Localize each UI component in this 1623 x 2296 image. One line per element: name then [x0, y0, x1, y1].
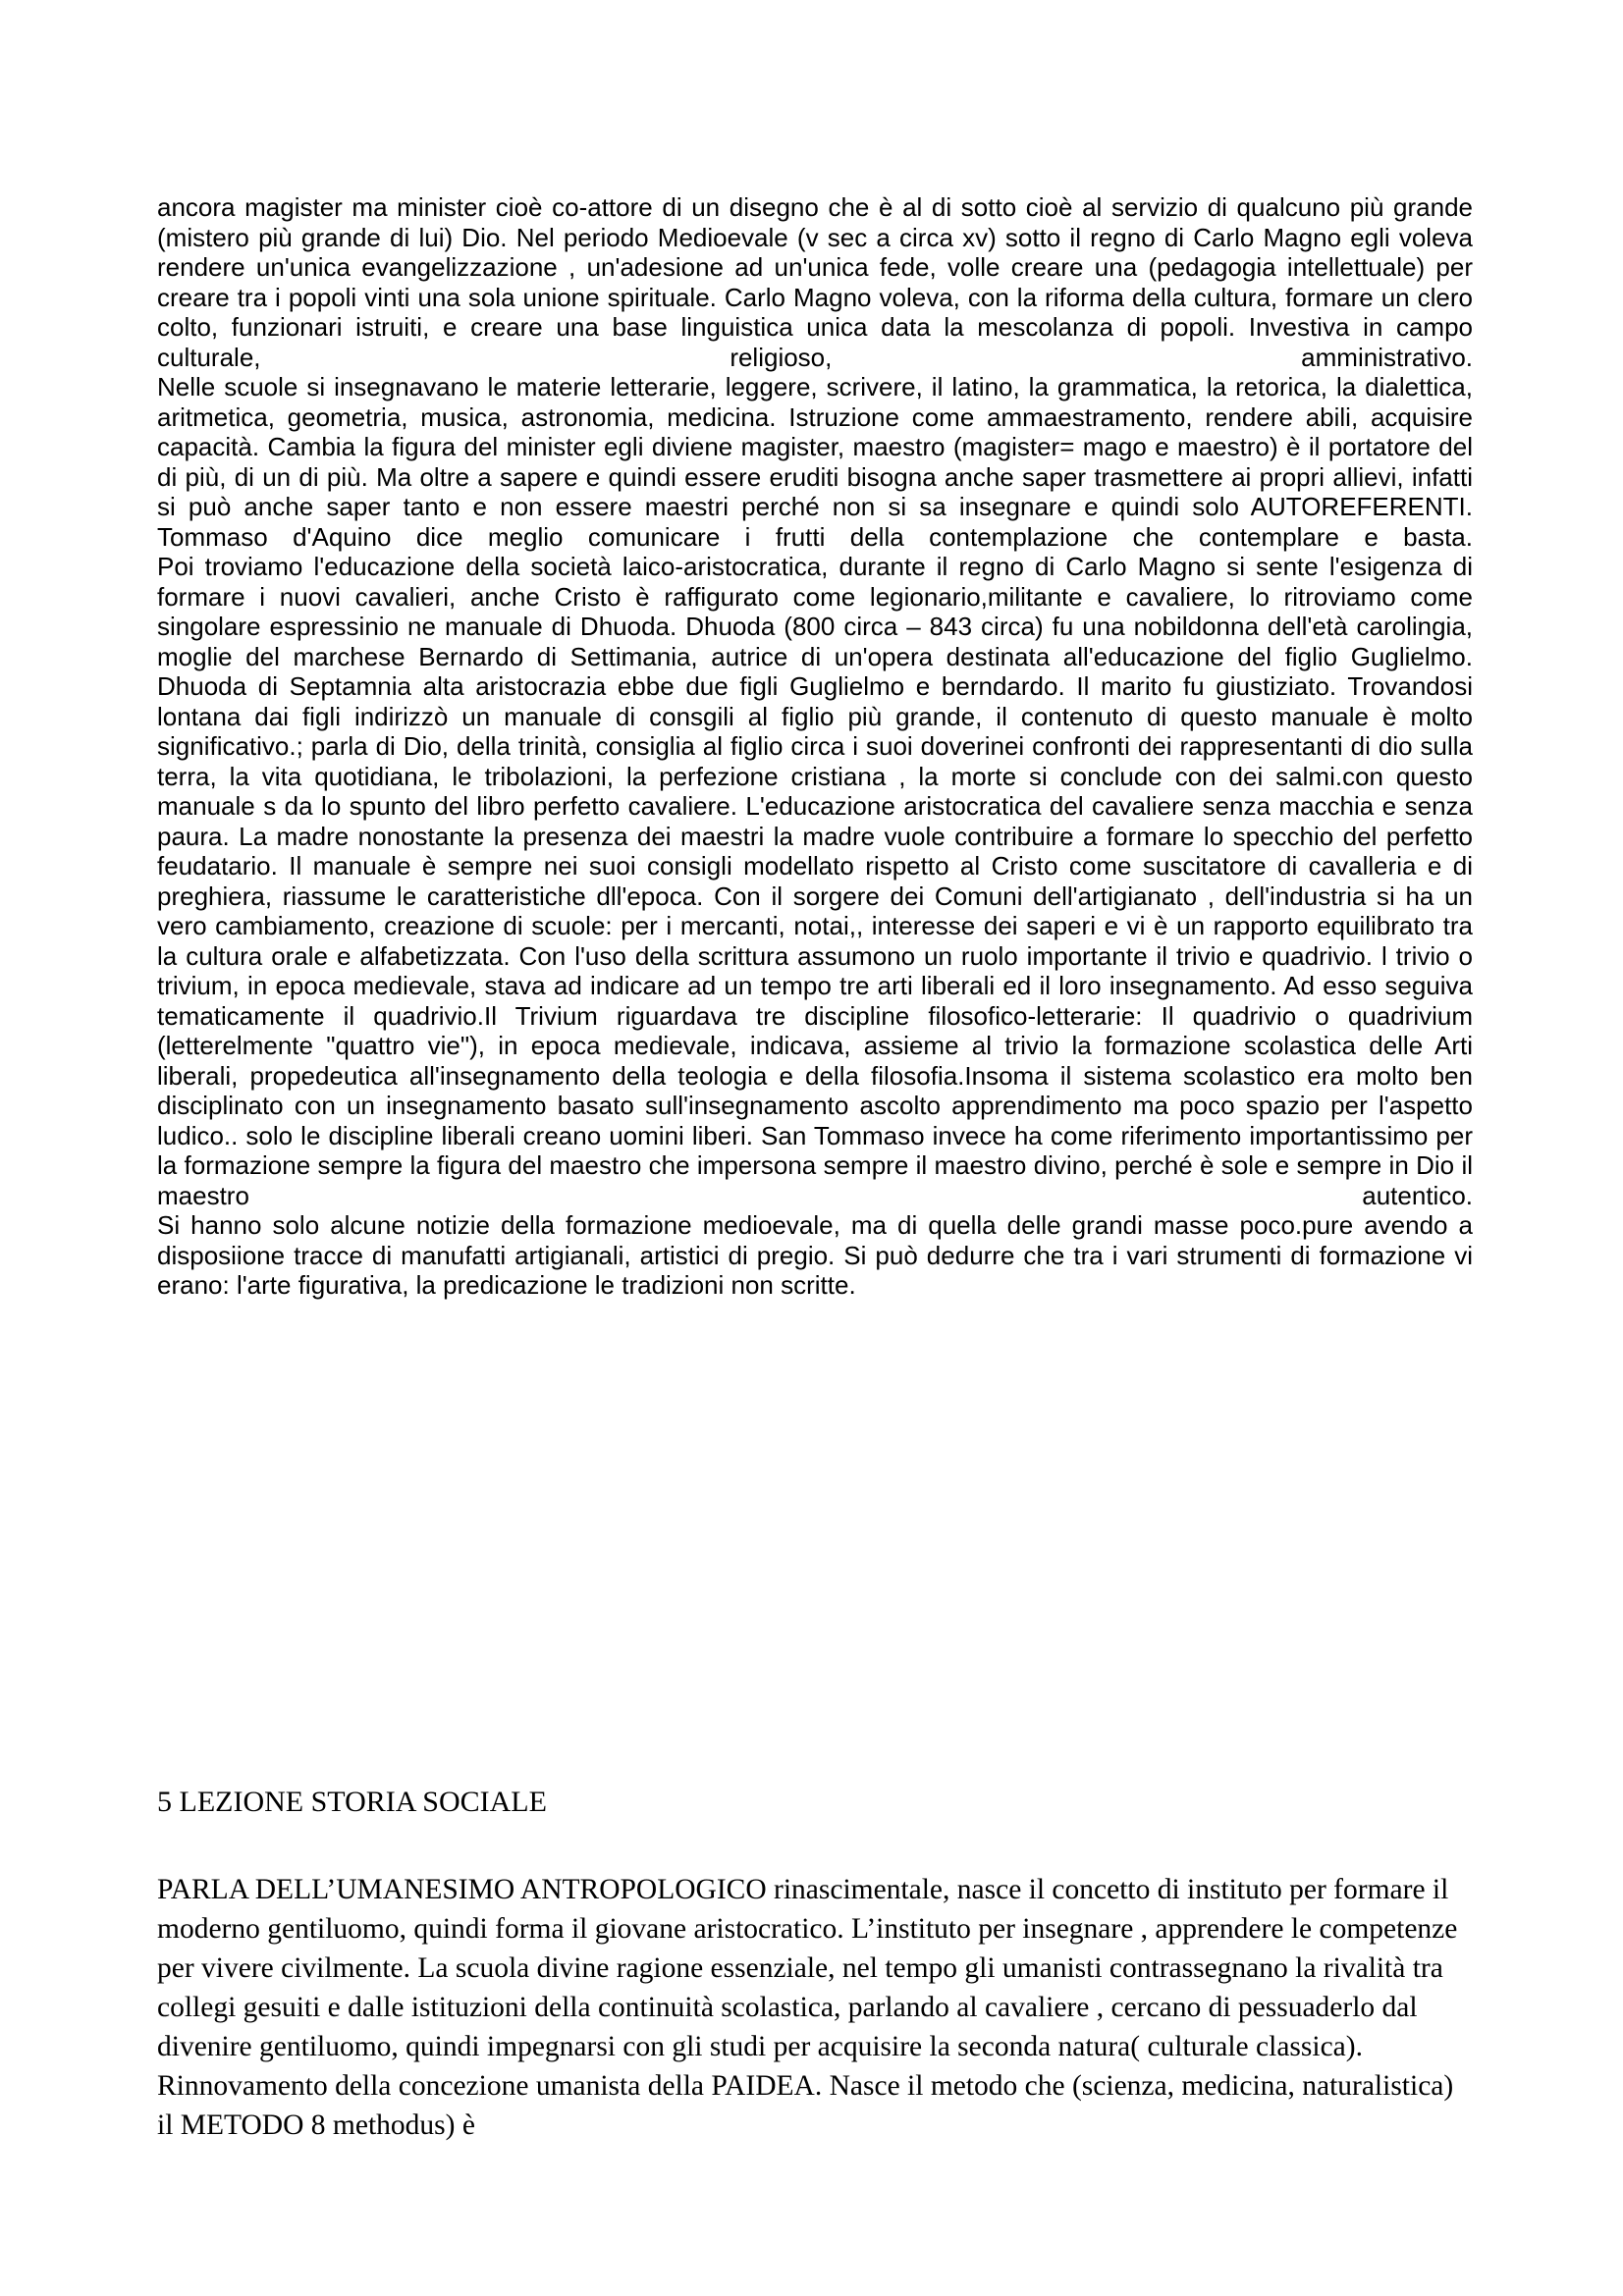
paragraph-aristocratic-education: Poi troviamo l'educazione della società laico-aristocratica, durante il regno di Carlo Magno si sente l'esigenza di formare i nuovi cavalieri, anche Cristo è raffigurato come legionario,militante e cavaliere, lo ritroviamo come singolare espressinio ne manuale di Dhuoda. Dhuoda (800 circa – 843 circa) fu una nobildonna dell'età carolingia, moglie del marchese Bernardo di Settimania, autrice di un'opera destinata all'educazione del figlio Guglielmo. Dhuoda di Septamnia alta aristocrazia ebbe due figli Guglielmo e berndardo. Il marito fu giustiziato. Trovandosi lontana dai figli indirizzò un manuale di consgili al figlio più grande, il contenuto di questo manuale è molto significativo.; parla di Dio, della trinità, consiglia al figlio circa i suoi doverinei confronti dei rappresentanti di dio sulla terra, la vita quotidiana, le tribolazioni, la perfezione cristiana , la morte si conclude con dei salmi.con questo manuale s da lo spunto del libro perfetto cavaliere. L'educazione aristocratica del cavaliere senza macchia e senza paura. La madre nonostante la presenza dei maestri la madre vuole contribuire a formare lo specchio del perfetto feudatario. Il manuale è sempre nei suoi consigli modellato rispetto al Cristo come suscitatore di cavalleria e di preghiera, riassume le caratteristiche dll'epoca. Con il sorgere dei Comuni dell'artigianato , dell'industria si ha un vero cambiamento, creazione di scuole: per i mercanti, notai,, interesse dei saperi e vi è un rapporto equilibrato tra la cultura orale e alfabetizzata. Con l'uso della scrittura assumono un ruolo importante il trivio e quadrivio. l trivio o trivium, in epoca medievale, stava ad indicare ad un tempo tre arti liberali ed il loro insegnamento. Ad esso seguiva tematicamente il quadrivio.Il Trivium riguardava tre discipline filosofico-letterarie: Il quadrivio o quadrivium (letterelmente "quattro vie"), in epoca medievale, indicava, assieme al trivio la formazione scolastica delle Arti liberali, propedeutica all'insegnamento della teologia e della filosofia.Insoma il sistema scolastico era molto ben disciplinato con un insegnamento basato sull'insegnamento ascolto apprendimento ma poco spazio per l'aspetto ludico.. solo le discipline liberali creano uomini liberi. San Tommaso invece ha come riferimento importantissimo per la formazione sempre la figura del maestro che impersona sempre il maestro divino, perché è sole e sempre in Dio il maestro autentico. — [157, 552, 1473, 1210]
paragraph-charlemagne: ancora magister ma minister cioè co-attore di un disegno che è al di sotto cioè al servizio di qualcuno più grande (mistero più grande di lui) Dio. Nel periodo Medioevale (v sec a circa xv) sotto il regno di Carlo Magno egli voleva rendere un'unica evangelizzazione , un'adesione ad un'unica fede, volle creare una (pedagogia intellettuale) per creare tra i popoli vinti una sola unione spirituale. Carlo Magno voleva, con la riforma della cultura, formare un clero colto, funzionari istruiti, e creare una base linguistica unica data la mescolanza di popoli. Investiva in campo culturale, religioso, amministrativo. — [157, 192, 1473, 372]
paragraph-medieval-formation: Si hanno solo alcune notizie della formazione medioevale, ma di quella delle grandi masse poco.pure avendo a disposiione tracce di manufatti artigianali, artistici di pregio. Si può dedurre che tra i vari strumenti di formazione vi erano: l'arte figurativa, la predicazione le tradizioni non scritte. — [157, 1210, 1473, 1300]
section-heading: 5 LEZIONE STORIA SOCIALE — [157, 1786, 547, 1818]
paragraph-schools: Nelle scuole si insegnavano le materie letterarie, leggere, scrivere, il latino, la grammatica, la retorica, la dialettica, aritmetica, geometria, musica, astronomia, medicina. Istruzione come ammaestramento, rendere abili, acquisire capacità. Cambia la figura del minister egli diviene magister, maestro (magister= mago e maestro) è il portatore del di più, di un di più. Ma oltre a sapere e quindi essere eruditi bisogna anche saper trasmettere ai propri allievi, infatti si può anche saper tanto e non essere maestri perché non si sa insegnare e quindi solo AUTOREFERENTI. Tommaso d'Aquino dice meglio comunicare i frutti della contemplazione che contemplare e basta. — [157, 372, 1473, 552]
main-text-block — [157, 192, 1473, 1301]
section-body: PARLA DELL’UMANESIMO ANTROPOLOGICO rinascimentale, nasce il concetto di instituto per formare il moderno gentiluomo, quindi forma il giovane aristocratico. L’instituto per insegnare , apprendere le competenze per vivere civilmente. La scuola divine ragione essenziale, nel tempo gli umanisti contrassegnano la rivalità tra collegi gesuiti e dalle istituzioni della continuità scolastica, parlando al cavaliere , cercano di pessuaderlo dal divenire gentiluomo, quindi impegnarsi con gli studi per acquisire la seconda natura( culturale classica). Rinnovamento della concezione umanista della PAIDEA. Nasce il metodo che (scienza, medicina, naturalistica) il METODO 8 methodus) è — [157, 1874, 1458, 2141]
